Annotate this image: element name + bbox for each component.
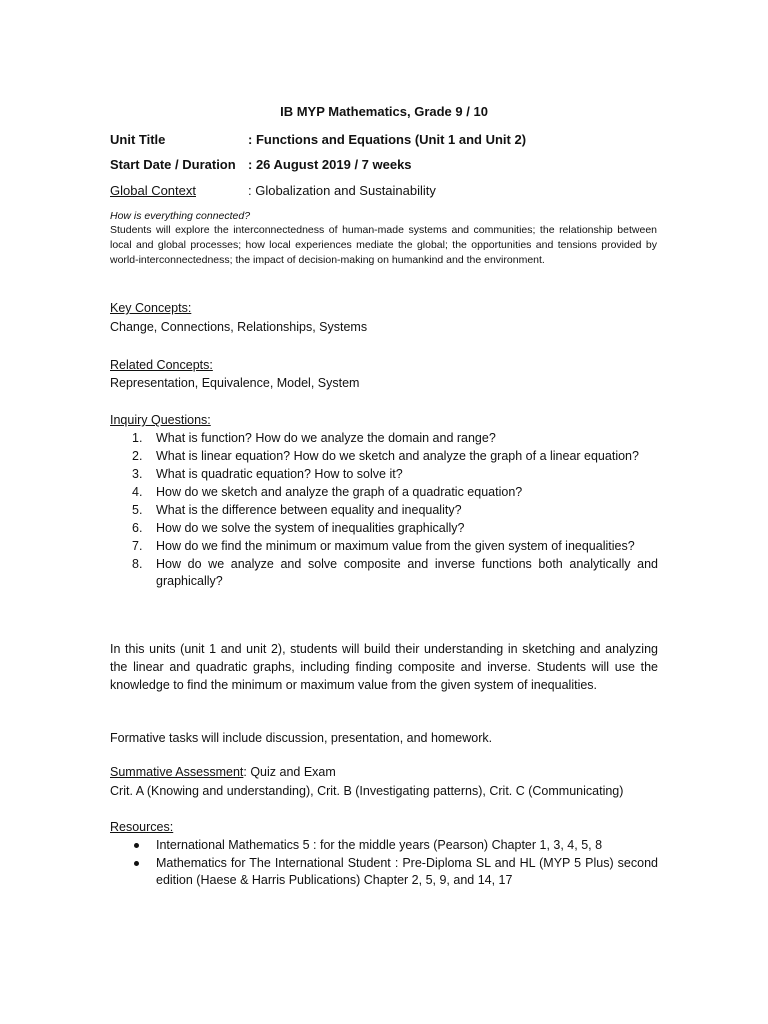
bullet-icon bbox=[134, 861, 139, 866]
list-item bbox=[110, 520, 658, 537]
list-number: 8. bbox=[132, 557, 143, 571]
global-context-label: Global Context bbox=[110, 183, 196, 198]
inquiry-questions-list bbox=[110, 430, 658, 591]
list-number: 4. bbox=[132, 485, 143, 499]
list-item bbox=[110, 855, 658, 889]
list-item bbox=[110, 448, 658, 465]
overview-paragraph: In this units (unit 1 and unit 2), students will build their understanding in sketching and analyzing the linear and quadratic graphs, including finding composite and inverse. Students will use the knowledge to find the minimum or maximum value from the given system of inequalities. bbox=[110, 642, 658, 692]
start-date-label: Start Date / Duration bbox=[110, 157, 236, 172]
key-concepts-text: Change, Connections, Relationships, Systems bbox=[110, 320, 368, 334]
formative-paragraph: Formative tasks will include discussion, presentation, and homework. bbox=[110, 731, 493, 745]
list-text: International Mathematics 5 : for the middle years (Pearson) Chapter 1, 3, 4, 5, 8 bbox=[156, 838, 603, 852]
related-concepts-heading: Related Concepts: bbox=[110, 358, 213, 372]
list-number: 7. bbox=[132, 539, 143, 553]
related-concepts-text: Representation, Equivalence, Model, System bbox=[110, 376, 360, 390]
list-text: Mathematics for The International Student : Pre-Diploma SL and HL (MYP 5 Plus) second edition (Haese & Harris Publications) Chapter 2, 5, 9, and 14, 17 bbox=[156, 856, 658, 887]
list-text: What is quadratic equation? How to solve it? bbox=[156, 467, 403, 481]
summative-row bbox=[110, 765, 336, 779]
list-text: How do we find the minimum or maximum value from the given system of inequalities? bbox=[156, 539, 635, 553]
list-item bbox=[110, 430, 658, 447]
summative-value: : Quiz and Exam bbox=[243, 765, 336, 779]
list-text: How do we sketch and analyze the graph of a quadratic equation? bbox=[156, 485, 523, 499]
global-context-value: : Globalization and Sustainability bbox=[248, 183, 436, 198]
document-title: IB MYP Mathematics, Grade 9 / 10 bbox=[280, 104, 488, 119]
list-number: 5. bbox=[132, 503, 143, 517]
list-item bbox=[110, 538, 658, 555]
resources-heading: Resources: bbox=[110, 820, 174, 834]
list-text: What is the difference between equality and inequality? bbox=[156, 503, 462, 517]
list-item bbox=[110, 556, 658, 590]
inquiry-questions-heading: Inquiry Questions: bbox=[110, 413, 211, 427]
list-text: How do we analyze and solve composite and inverse functions both analytically and graphically? bbox=[156, 557, 658, 588]
list-number: 1. bbox=[132, 431, 143, 445]
list-item bbox=[110, 466, 658, 483]
list-text: How do we solve the system of inequalities graphically? bbox=[156, 521, 465, 535]
list-item bbox=[110, 484, 658, 501]
bullet-icon bbox=[134, 843, 139, 848]
list-number: 3. bbox=[132, 467, 143, 481]
unit-title-label: Unit Title bbox=[110, 132, 166, 147]
global-context-question: How is everything connected? bbox=[110, 210, 251, 222]
list-text: What is linear equation? How do we sketch and analyze the graph of a linear equation? bbox=[156, 449, 639, 463]
start-date-value: : 26 August 2019 / 7 weeks bbox=[248, 157, 412, 172]
list-number: 2. bbox=[132, 449, 143, 463]
list-text: What is function? How do we analyze the domain and range? bbox=[156, 431, 496, 445]
list-item bbox=[110, 837, 658, 854]
key-concepts-heading: Key Concepts: bbox=[110, 301, 192, 315]
list-number: 6. bbox=[132, 521, 143, 535]
unit-title-value: : Functions and Equations (Unit 1 and Unit 2) bbox=[248, 132, 527, 147]
list-item bbox=[110, 502, 658, 519]
summative-label: Summative Assessment bbox=[110, 765, 244, 779]
summative-criteria: Crit. A (Knowing and understanding), Crit. B (Investigating patterns), Crit. C (Communicating) bbox=[110, 784, 624, 798]
global-context-description: Students will explore the interconnectedness of human-made systems and communities; the relationship between local and global processes; how local experiences mediate the global; the opportunities and tensions provided by world-interconnectedness; the impact of decision-making on humankind and the environment. bbox=[110, 224, 657, 266]
resources-list bbox=[110, 837, 658, 890]
